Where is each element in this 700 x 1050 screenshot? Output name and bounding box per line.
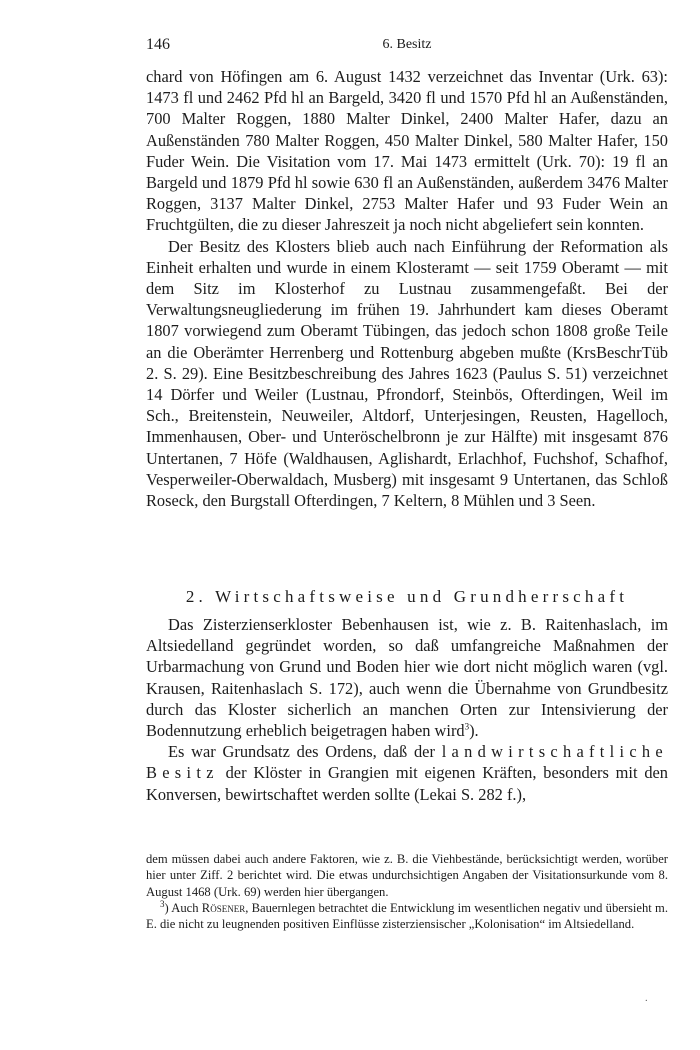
footnote-author: Rösener xyxy=(201,900,246,915)
footnote-3: $^3$) Auch Rösener, Bauernlegen betrachtet die Entwicklung im wesentlichen negativ und übersieht m. E. die nicht zu leugnenden positiven Einflüsse zisterziensischer „Kolonisation“ im Altsiedelland. xyxy=(146,898,669,932)
paragraph-text: Es war Grundsatz des Ordens, daß der xyxy=(168,742,442,762)
footnote-reference: 3 xyxy=(464,721,470,732)
page-header xyxy=(146,36,668,58)
main-text-block xyxy=(146,66,668,511)
paragraph-besitz: Der Besitz des Klosters blieb auch nach Einführung der Reformation als Einheit erhalten und wurde in einem Klosteramt — seit 1759 Oberamt — mit dem Sitz im Klosterhof zu Lustnau zusammengefaßt. Bei der Verwaltungsneugliederung im frühen 19. Jahrhundert kam dieses Oberamt 1807 vorwiegend zum Oberamt Tübingen, das jedoch schon 1808 große Teile an die Oberämter Herrenberg und Rottenburg abgeben mußte (KrsBeschrTüb 2. S. 29). Eine Besitzbeschreibung des Jahres 1623 (Paulus S. 51) verzeichnet 14 Dörfer und Weiler (Lustnau, Pfrondorf, Steinbös, Ofterdingen, Weil im Sch., Breitenstein, Neuweiler, Altdorf, Unterjesingen, Reusten, Hagelloch, Immenhausen, Ober- und Unteröschelbronn je zur Hälfte) mit insgesamt 876 Untertanen, 7 Höfe (Waldhausen, Aglishardt, Erlachhof, Fuchshof, Schafhof, Vesperweiler-Oberwaldach, Musberg) mit insgesamt 9 Untertanen, das Schloß Roseck, den Burgstall Ofterdingen, 7 Keltern, 8 Mühlen und 3 Seen. xyxy=(146,236,668,511)
paragraph-grundsatz xyxy=(146,741,668,805)
paragraph-inventory: chard von Höfingen am 6. August 1432 verzeichnet das Inventar (Urk. 63): 1473 fl und 2462 Pfd hl an Bargeld, 3420 fl und 1570 Pfd hl an Außenständen, 700 Malter Roggen, 1880 Malter Dinkel, 2400 Malter Hafer, dazu an Außenständen 780 Malter Roggen, 450 Malter Dinkel, 580 Malter Hafer, 150 Fuder Wein. Die Visitation vom 17. Mai 1473 ermittelt (Urk. 70): 19 fl an Bargeld und 1879 Pfd hl sowie 630 fl an Außenständen, außerdem 3476 Malter Roggen, 3137 Malter Dinkel, 2753 Malter Hafer und 93 Fuder Wein an Fruchtgülten, die zu dieser Jahreszeit ja noch nicht abgeliefert sein konnten. xyxy=(146,67,668,235)
footnote-text: , Bauernlegen betrachtet die Entwicklung im wesentlichen negativ und übersieht m. E. die nicht zu leugnenden positiven Einflüsse zisterziensischer „Kolonisation“ im Altsiedelland. xyxy=(146,900,669,932)
page-number: 146 xyxy=(146,36,170,53)
corner-mark: · xyxy=(644,996,648,1007)
paragraph-text-end: ). xyxy=(469,721,479,741)
paragraph-text: Das Zisterzienserkloster Bebenhausen ist, wie z. B. Raitenhaslach, im Altsiedelland gegründet worden, so daß umfangreiche Maßnahmen der Urbarmachung von Grund und Boden hier wie dort nicht möglich waren (vgl. Krausen, Raitenhaslach S. 172), auch wenn die Übernahme von Grundbesitz durch das Kloster sicherlich an manchen Orten zur Intensivierung der Bodennutzung erheblich beigetragen haben wird xyxy=(146,615,668,741)
footnotes xyxy=(146,851,668,932)
footnote-marker: 3 xyxy=(160,898,165,909)
section-heading: 2. Wirtschaftsweise und Grundherrschaft xyxy=(185,587,629,606)
paragraph-zisterzienser xyxy=(146,614,668,741)
footnote-continued: dem müssen dabei auch andere Faktoren, wie z. B. die Viehbestände, berücksichtigt werden, worüber hier unter Ziff. 2 berichtet wird. Die etwas undurchsichtigen Angaben der Visitationsurkunde vom 8. August 1468 (Urk. 69) werden hier übergangen. xyxy=(146,852,668,899)
running-head: 6. Besitz xyxy=(382,37,432,52)
section-text-block xyxy=(146,614,668,805)
emphasized-term: landwirtschaftliche Besitz xyxy=(146,742,668,783)
paragraph-text-end: der Klöster in Grangien mit eigenen Kräften, besonders mit den Konversen, bewirtschaftet werden sollte (Lekai S. 282 f.), xyxy=(146,763,668,804)
